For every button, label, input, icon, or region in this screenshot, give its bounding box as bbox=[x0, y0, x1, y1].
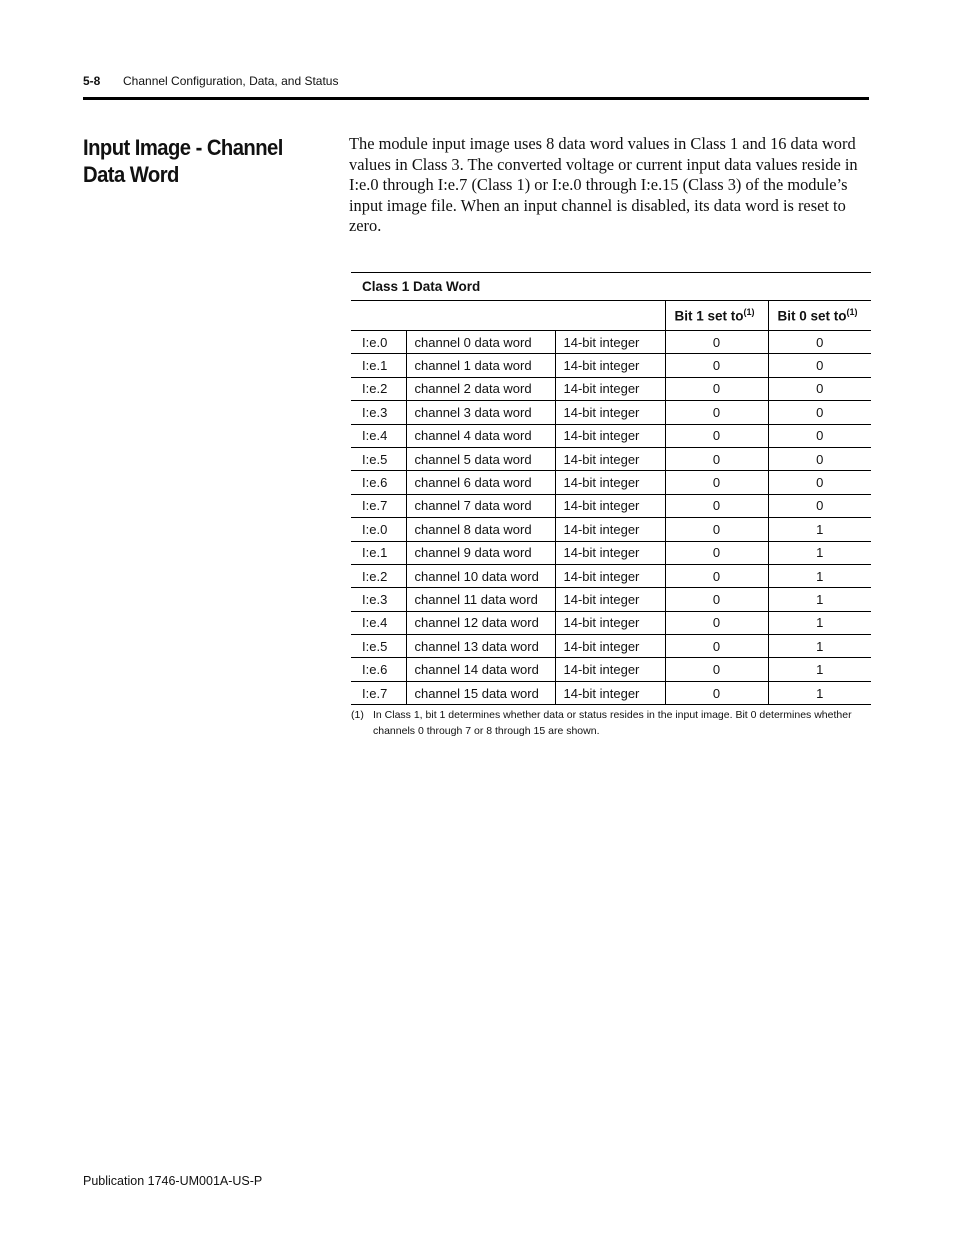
channel-name-cell: channel 5 data word bbox=[406, 447, 555, 470]
section-body: The module input image uses 8 data word values in Class 1 and 16 data word values in Class 3. The converted voltage or current input data values reside in I:e.0 through I:e.7 (Class 1) or I:e.0 through I:e.15 (Class 3) of the module’s input image file. When an input channel is disabled, its data word is reset to zero. bbox=[349, 134, 858, 236]
bit0-cell: 0 bbox=[768, 447, 871, 470]
bit0-cell: 0 bbox=[768, 377, 871, 400]
channel-name-cell: channel 11 data word bbox=[406, 588, 555, 611]
channel-name-cell: channel 1 data word bbox=[406, 354, 555, 377]
channel-name-cell: channel 0 data word bbox=[406, 331, 555, 354]
header-spacer bbox=[351, 301, 665, 331]
table-row bbox=[351, 471, 871, 494]
page-header bbox=[83, 74, 869, 88]
channel-name-cell: channel 12 data word bbox=[406, 611, 555, 634]
address-cell: I:e.7 bbox=[351, 494, 406, 517]
bit1-cell: 0 bbox=[665, 518, 768, 541]
data-type-cell: 14-bit integer bbox=[555, 658, 665, 681]
address-cell: I:e.4 bbox=[351, 611, 406, 634]
data-type-cell: 14-bit integer bbox=[555, 541, 665, 564]
table-row bbox=[351, 447, 871, 470]
data-type-cell: 14-bit integer bbox=[555, 471, 665, 494]
table-row bbox=[351, 564, 871, 587]
section-title: Input Image - Channel Data Word bbox=[83, 135, 283, 187]
channel-name-cell: channel 13 data word bbox=[406, 635, 555, 658]
channel-name-cell: channel 15 data word bbox=[406, 681, 555, 704]
address-cell: I:e.1 bbox=[351, 541, 406, 564]
channel-name-cell: channel 8 data word bbox=[406, 518, 555, 541]
bit1-cell: 0 bbox=[665, 471, 768, 494]
channel-name-cell: channel 3 data word bbox=[406, 401, 555, 424]
data-type-cell: 14-bit integer bbox=[555, 401, 665, 424]
footnote-text: In Class 1, bit 1 determines whether data or status resides in the input image. Bit 0 determines whether channels 0 through 7 or 8 through 15 are shown. bbox=[373, 709, 852, 737]
channel-name-cell: channel 6 data word bbox=[406, 471, 555, 494]
table-row bbox=[351, 494, 871, 517]
header-bit1: Bit 1 set $to^{(1)}$ bbox=[665, 301, 768, 331]
address-cell: I:e.0 bbox=[351, 518, 406, 541]
address-cell: I:e.6 bbox=[351, 471, 406, 494]
bit1-cell: 0 bbox=[665, 681, 768, 704]
channel-name-cell: channel 14 data word bbox=[406, 658, 555, 681]
address-cell: I:e.5 bbox=[351, 447, 406, 470]
bit0-cell: 1 bbox=[768, 518, 871, 541]
bit0-cell: 0 bbox=[768, 331, 871, 354]
address-cell: I:e.3 bbox=[351, 401, 406, 424]
table-row bbox=[351, 354, 871, 377]
channel-name-cell: channel 4 data word bbox=[406, 424, 555, 447]
address-cell: I:e.2 bbox=[351, 377, 406, 400]
table-row bbox=[351, 611, 871, 634]
bit0-cell: 0 bbox=[768, 471, 871, 494]
channel-name-cell: channel 2 data word bbox=[406, 377, 555, 400]
bit0-cell: 0 bbox=[768, 401, 871, 424]
table-row bbox=[351, 518, 871, 541]
bit1-cell: 0 bbox=[665, 635, 768, 658]
table-row bbox=[351, 377, 871, 400]
table-title: Class 1 Data Word bbox=[351, 273, 871, 301]
bit1-cell: 0 bbox=[665, 494, 768, 517]
data-type-cell: 14-bit integer bbox=[555, 331, 665, 354]
bit0-cell: 1 bbox=[768, 588, 871, 611]
class1-data-word-table bbox=[351, 272, 871, 705]
bit0-cell: 1 bbox=[768, 635, 871, 658]
bit0-cell: 1 bbox=[768, 658, 871, 681]
table-row bbox=[351, 541, 871, 564]
footnote-ref: (1) bbox=[743, 307, 755, 318]
data-type-cell: 14-bit integer bbox=[555, 494, 665, 517]
bit1-cell: 0 bbox=[665, 658, 768, 681]
bit0-cell: 0 bbox=[768, 494, 871, 517]
address-cell: I:e.6 bbox=[351, 658, 406, 681]
page-number: 5-8 bbox=[83, 74, 101, 88]
table-row bbox=[351, 401, 871, 424]
address-cell: I:e.7 bbox=[351, 681, 406, 704]
data-type-cell: 14-bit integer bbox=[555, 518, 665, 541]
data-type-cell: 14-bit integer bbox=[555, 354, 665, 377]
bit1-cell: 0 bbox=[665, 354, 768, 377]
data-type-cell: 14-bit integer bbox=[555, 564, 665, 587]
bit0-cell: 0 bbox=[768, 424, 871, 447]
bit0-cell: 1 bbox=[768, 681, 871, 704]
data-type-cell: 14-bit integer bbox=[555, 635, 665, 658]
page-footer: Publication 1746-UM001A-US-P bbox=[83, 1174, 263, 1188]
address-cell: I:e.0 bbox=[351, 331, 406, 354]
bit0-cell: 1 bbox=[768, 611, 871, 634]
data-type-cell: 14-bit integer bbox=[555, 377, 665, 400]
header-rule bbox=[83, 97, 869, 100]
bit1-cell: 0 bbox=[665, 377, 768, 400]
table-row bbox=[351, 424, 871, 447]
footnote bbox=[351, 708, 869, 739]
address-cell: I:e.4 bbox=[351, 424, 406, 447]
table-row bbox=[351, 658, 871, 681]
bit1-cell: 0 bbox=[665, 541, 768, 564]
bit1-cell: 0 bbox=[665, 564, 768, 587]
data-type-cell: 14-bit integer bbox=[555, 681, 665, 704]
channel-name-cell: channel 7 data word bbox=[406, 494, 555, 517]
bit1-cell: 0 bbox=[665, 611, 768, 634]
table-title-row bbox=[351, 273, 871, 301]
table-header-row bbox=[351, 301, 871, 331]
address-cell: I:e.5 bbox=[351, 635, 406, 658]
data-type-cell: 14-bit integer bbox=[555, 424, 665, 447]
table-row bbox=[351, 331, 871, 354]
data-type-cell: 14-bit integer bbox=[555, 447, 665, 470]
address-cell: I:e.3 bbox=[351, 588, 406, 611]
chapter-title: Channel Configuration, Data, and Status bbox=[123, 74, 339, 88]
header-bit0: Bit 0 set $to^{(1)}$ bbox=[768, 301, 871, 331]
bit1-cell: 0 bbox=[665, 588, 768, 611]
channel-name-cell: channel 9 data word bbox=[406, 541, 555, 564]
table-row bbox=[351, 588, 871, 611]
bit1-cell: 0 bbox=[665, 331, 768, 354]
footnote-ref: (1) bbox=[846, 307, 858, 318]
address-cell: I:e.1 bbox=[351, 354, 406, 377]
table-row bbox=[351, 681, 871, 704]
footnote-marker: (1) bbox=[351, 709, 364, 721]
bit0-cell: 1 bbox=[768, 541, 871, 564]
bit1-cell: 0 bbox=[665, 401, 768, 424]
bit0-cell: 1 bbox=[768, 564, 871, 587]
table-row bbox=[351, 635, 871, 658]
data-type-cell: 14-bit integer bbox=[555, 588, 665, 611]
bit1-cell: 0 bbox=[665, 424, 768, 447]
address-cell: I:e.2 bbox=[351, 564, 406, 587]
bit0-cell: 0 bbox=[768, 354, 871, 377]
channel-name-cell: channel 10 data word bbox=[406, 564, 555, 587]
data-type-cell: 14-bit integer bbox=[555, 611, 665, 634]
bit1-cell: 0 bbox=[665, 447, 768, 470]
